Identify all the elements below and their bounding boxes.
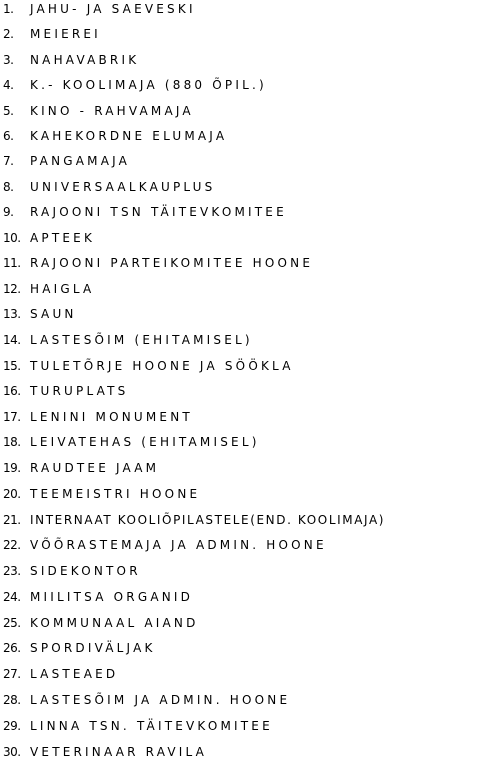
legend-item-number: 10.: [3, 231, 21, 245]
legend-item-label: PANGAMAJA: [30, 154, 131, 168]
legend-item-label: VETERINAAR RAVILA: [30, 745, 208, 759]
legend-item-label: TURUPLATS: [30, 384, 129, 398]
legend-item-number: 2.: [3, 27, 14, 41]
legend-item-number: 14.: [3, 333, 21, 347]
legend-item-number: 11.: [3, 256, 21, 270]
legend-item-label: LASTEAED: [30, 667, 119, 681]
legend-item-number: 27.: [3, 667, 21, 681]
legend-item-label: HAIGLA: [30, 282, 95, 296]
legend-item-number: 28.: [3, 693, 21, 707]
legend-item-number: 17.: [3, 410, 21, 424]
legend-item-number: 25.: [3, 616, 21, 630]
legend-item-number: 20.: [3, 487, 21, 501]
legend-item-number: 12.: [3, 282, 21, 296]
legend-item-number: 21.: [3, 513, 21, 527]
legend-item-number: 16.: [3, 384, 21, 398]
legend-item-number: 19.: [3, 461, 21, 475]
legend-item-label: RAJOONI TSN TÄITEVKOMITEE: [30, 205, 287, 219]
legend-item-number: 30.: [3, 745, 21, 759]
legend-item-label: LINNA TSN. TÄITEVKOMITEE: [30, 719, 273, 733]
legend-item-number: 15.: [3, 359, 21, 373]
legend-item-label: SIDEKONTOR: [30, 564, 141, 578]
legend-item-label: KAHEKORDNE ELUMAJA: [30, 129, 228, 143]
legend-item-label: MIILITSA ORGANID: [30, 590, 194, 604]
legend-item-label: TEEMEISTRI HOONE: [30, 487, 201, 501]
legend-item-label: TULETÕRJE HOONE JA SÖÖKLA: [30, 359, 294, 373]
legend-item-number: 6.: [3, 129, 14, 143]
legend-item-number: 7.: [3, 154, 14, 168]
legend-item-number: 8.: [3, 180, 14, 194]
legend-item-label: APTEEK: [30, 231, 96, 245]
legend-item-label: KINO - RAHVAMAJA: [30, 104, 194, 118]
legend-item-label: MEIEREI: [30, 27, 101, 41]
legend-item-label: RAUDTEE JAAM: [30, 461, 160, 475]
legend-item-label: LASTESÕIM JA ADMIN. HOONE: [30, 693, 291, 707]
legend-item-label: JAHU- JA SAEVESKI: [30, 2, 196, 16]
legend-item-number: 3.: [3, 53, 14, 67]
legend-item-label: LASTESÕIM (EHITAMISEL): [30, 333, 253, 347]
legend-item-label: INTERNAAT KOOLIÕPILASTELE(END. KOOLIMAJA): [30, 513, 386, 527]
legend-item-label: LENINI MONUMENT: [30, 410, 193, 424]
legend-item-number: 24.: [3, 590, 21, 604]
legend-item-label: KOMMUNAAL AIAND: [30, 616, 199, 630]
legend-item-number: 13.: [3, 307, 21, 321]
legend-item-label: SAUN: [30, 307, 77, 321]
legend-item-label: SPORDIVÄLJAK: [30, 641, 156, 655]
legend-item-number: 18.: [3, 435, 21, 449]
legend-item-number: 22.: [3, 538, 21, 552]
legend-item-number: 4.: [3, 78, 14, 92]
legend-item-number: 23.: [3, 564, 21, 578]
legend-item-label: NAHAVABRIK: [30, 53, 140, 67]
legend-item-label: UNIVERSAALKAUPLUS: [30, 180, 216, 194]
legend-item-label: LEIVATEHAS (EHITAMISEL): [30, 435, 260, 449]
legend-item-number: 26.: [3, 641, 21, 655]
legend-item-number: 1.: [3, 2, 14, 16]
legend-item-number: 29.: [3, 719, 21, 733]
legend-item-label: RAJOONI PARTEIKOMITEE HOONE: [30, 256, 314, 270]
legend-item-number: 5.: [3, 104, 14, 118]
legend-item-label: K.- KOOLIMAJA (880 ÕPIL.): [30, 78, 267, 92]
legend-item-label: VÕÕRASTEMAJA JA ADMIN. HOONE: [30, 538, 327, 552]
legend-item-number: 9.: [3, 205, 14, 219]
